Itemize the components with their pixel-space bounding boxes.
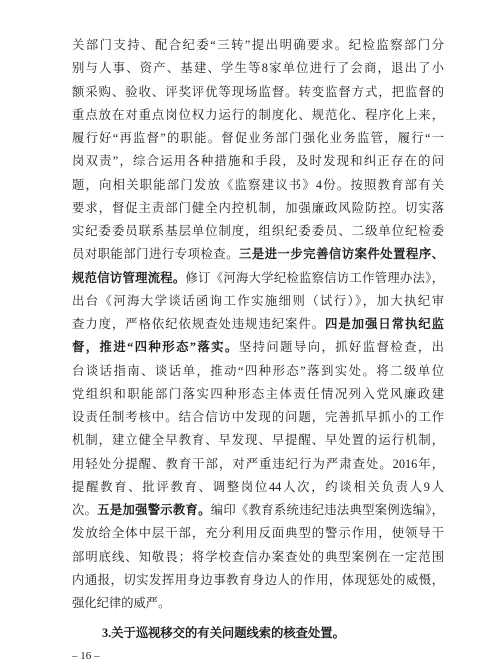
text-run: 设责任制考核中。结合信访中发现的问题，完善抓早抓小的工作	[72, 410, 444, 424]
body-paragraph	[72, 34, 444, 615]
text-line	[72, 476, 444, 499]
text-line	[72, 360, 444, 383]
text-run: 提醒教育、批评教育、调整岗位44人次，约谈相关负责人9人	[72, 479, 444, 494]
text-run: 岗双责”，综合运用各种措施和手段，及时发现和纠正存在的问	[72, 154, 444, 169]
text-line	[72, 197, 444, 220]
text-run: 题，向相关职能部门发放《监察建议书》4份。按照教育部有关	[72, 177, 444, 192]
text-run: 额采购、验收、评奖评优等现场监督。转变监督方式，把监督的	[72, 84, 444, 99]
section-subheading: 3.关于巡视移交的有关问题线索的核查处置。	[102, 626, 345, 640]
text-line	[72, 220, 444, 243]
text-line	[72, 453, 444, 476]
text-run: 编印《教育系统违纪违法典型案例选编》，	[210, 503, 444, 517]
text-run: 强化纪律的威严。	[72, 596, 171, 610]
text-run: 出台《河海大学谈话函询工作实施细则（试行）》，加大执纪审	[72, 293, 444, 308]
text-line	[72, 290, 444, 313]
text-line	[72, 429, 444, 452]
text-run: 内通报，切实发挥用身边事教育身边人的作用，体现惩处的威慑，	[72, 572, 444, 587]
text-line	[72, 267, 444, 290]
text-run: 履行好“再监督”的职能。督促业务部门强化业务监管，履行“一	[72, 131, 444, 145]
text-line	[72, 81, 444, 104]
text-line	[72, 313, 444, 336]
text-line	[72, 34, 444, 57]
page-number: – 16 –	[72, 650, 100, 662]
text-run: 查力度，严格依纪依规查处违规违纪案件。	[72, 317, 326, 331]
text-run: 部明底线、知敬畏；将学校查信办案查处的典型案例在一定范围	[72, 549, 444, 564]
text-line	[72, 569, 444, 592]
text-run: 要求，督促主责部门健全内控机制，加强廉政风险防控。切实落	[72, 200, 444, 215]
text-run: 机制，建立健全早教育、早发现、早提醒、早处置的运行机制，	[72, 433, 444, 448]
text-run: 次。	[72, 503, 98, 517]
text-line	[72, 406, 444, 429]
text-line	[72, 104, 444, 127]
text-line	[72, 336, 444, 359]
text-line	[72, 499, 444, 522]
bold-text-run: 规范信访管理流程。	[72, 270, 186, 285]
bold-text-run: 五是加强警示教育。	[97, 503, 211, 517]
text-line	[72, 546, 444, 569]
text-line	[72, 592, 444, 615]
text-line	[72, 383, 444, 406]
text-run: 别与人事、资产、基建、学生等8家单位进行了会商，退出了小	[72, 61, 444, 76]
text-run: 关部门支持、配合纪委“三转”提出明确要求。纪检监察部门分	[72, 38, 444, 52]
text-run: 发放给全体中层干部，充分利用反面典型的警示作用，使领导干	[72, 526, 444, 541]
text-run: 用轻处分提醒、教育干部，对严重违纪行为严肃查处。2016年，	[72, 456, 444, 471]
text-line	[72, 174, 444, 197]
text-line	[72, 57, 444, 80]
bold-text-run: 三是进一步完善信访案件处置程序、	[239, 247, 444, 262]
text-run: 修订《河海大学纪检监察信访工作管理办法》，	[185, 270, 444, 285]
bold-text-run: 四是加强日常执纪监	[325, 317, 444, 331]
text-run: 重点放在对重点岗位权力运行的制度化、规范化、程序化上来，	[72, 107, 444, 122]
text-run: 坚持问题导向，抓好监督检查，出	[238, 340, 444, 355]
text-run: 党组织和职能部门落实四种形态主体责任情况列入党风廉政建	[72, 386, 444, 401]
text-run: 员对职能部门进行专项检查。	[72, 247, 239, 262]
text-run: 实纪委委员联系基层单位制度，组织纪委委员、二级单位纪检委	[72, 224, 444, 238]
bold-text-run: 督，推进“四种形态”落实。	[72, 340, 239, 355]
text-line	[72, 150, 444, 173]
text-line	[72, 127, 444, 150]
text-run: 台谈话指南、谈话单，推动“四种形态”落到实处。将二级单位	[72, 363, 444, 378]
text-line	[72, 522, 444, 545]
text-line	[72, 243, 444, 266]
